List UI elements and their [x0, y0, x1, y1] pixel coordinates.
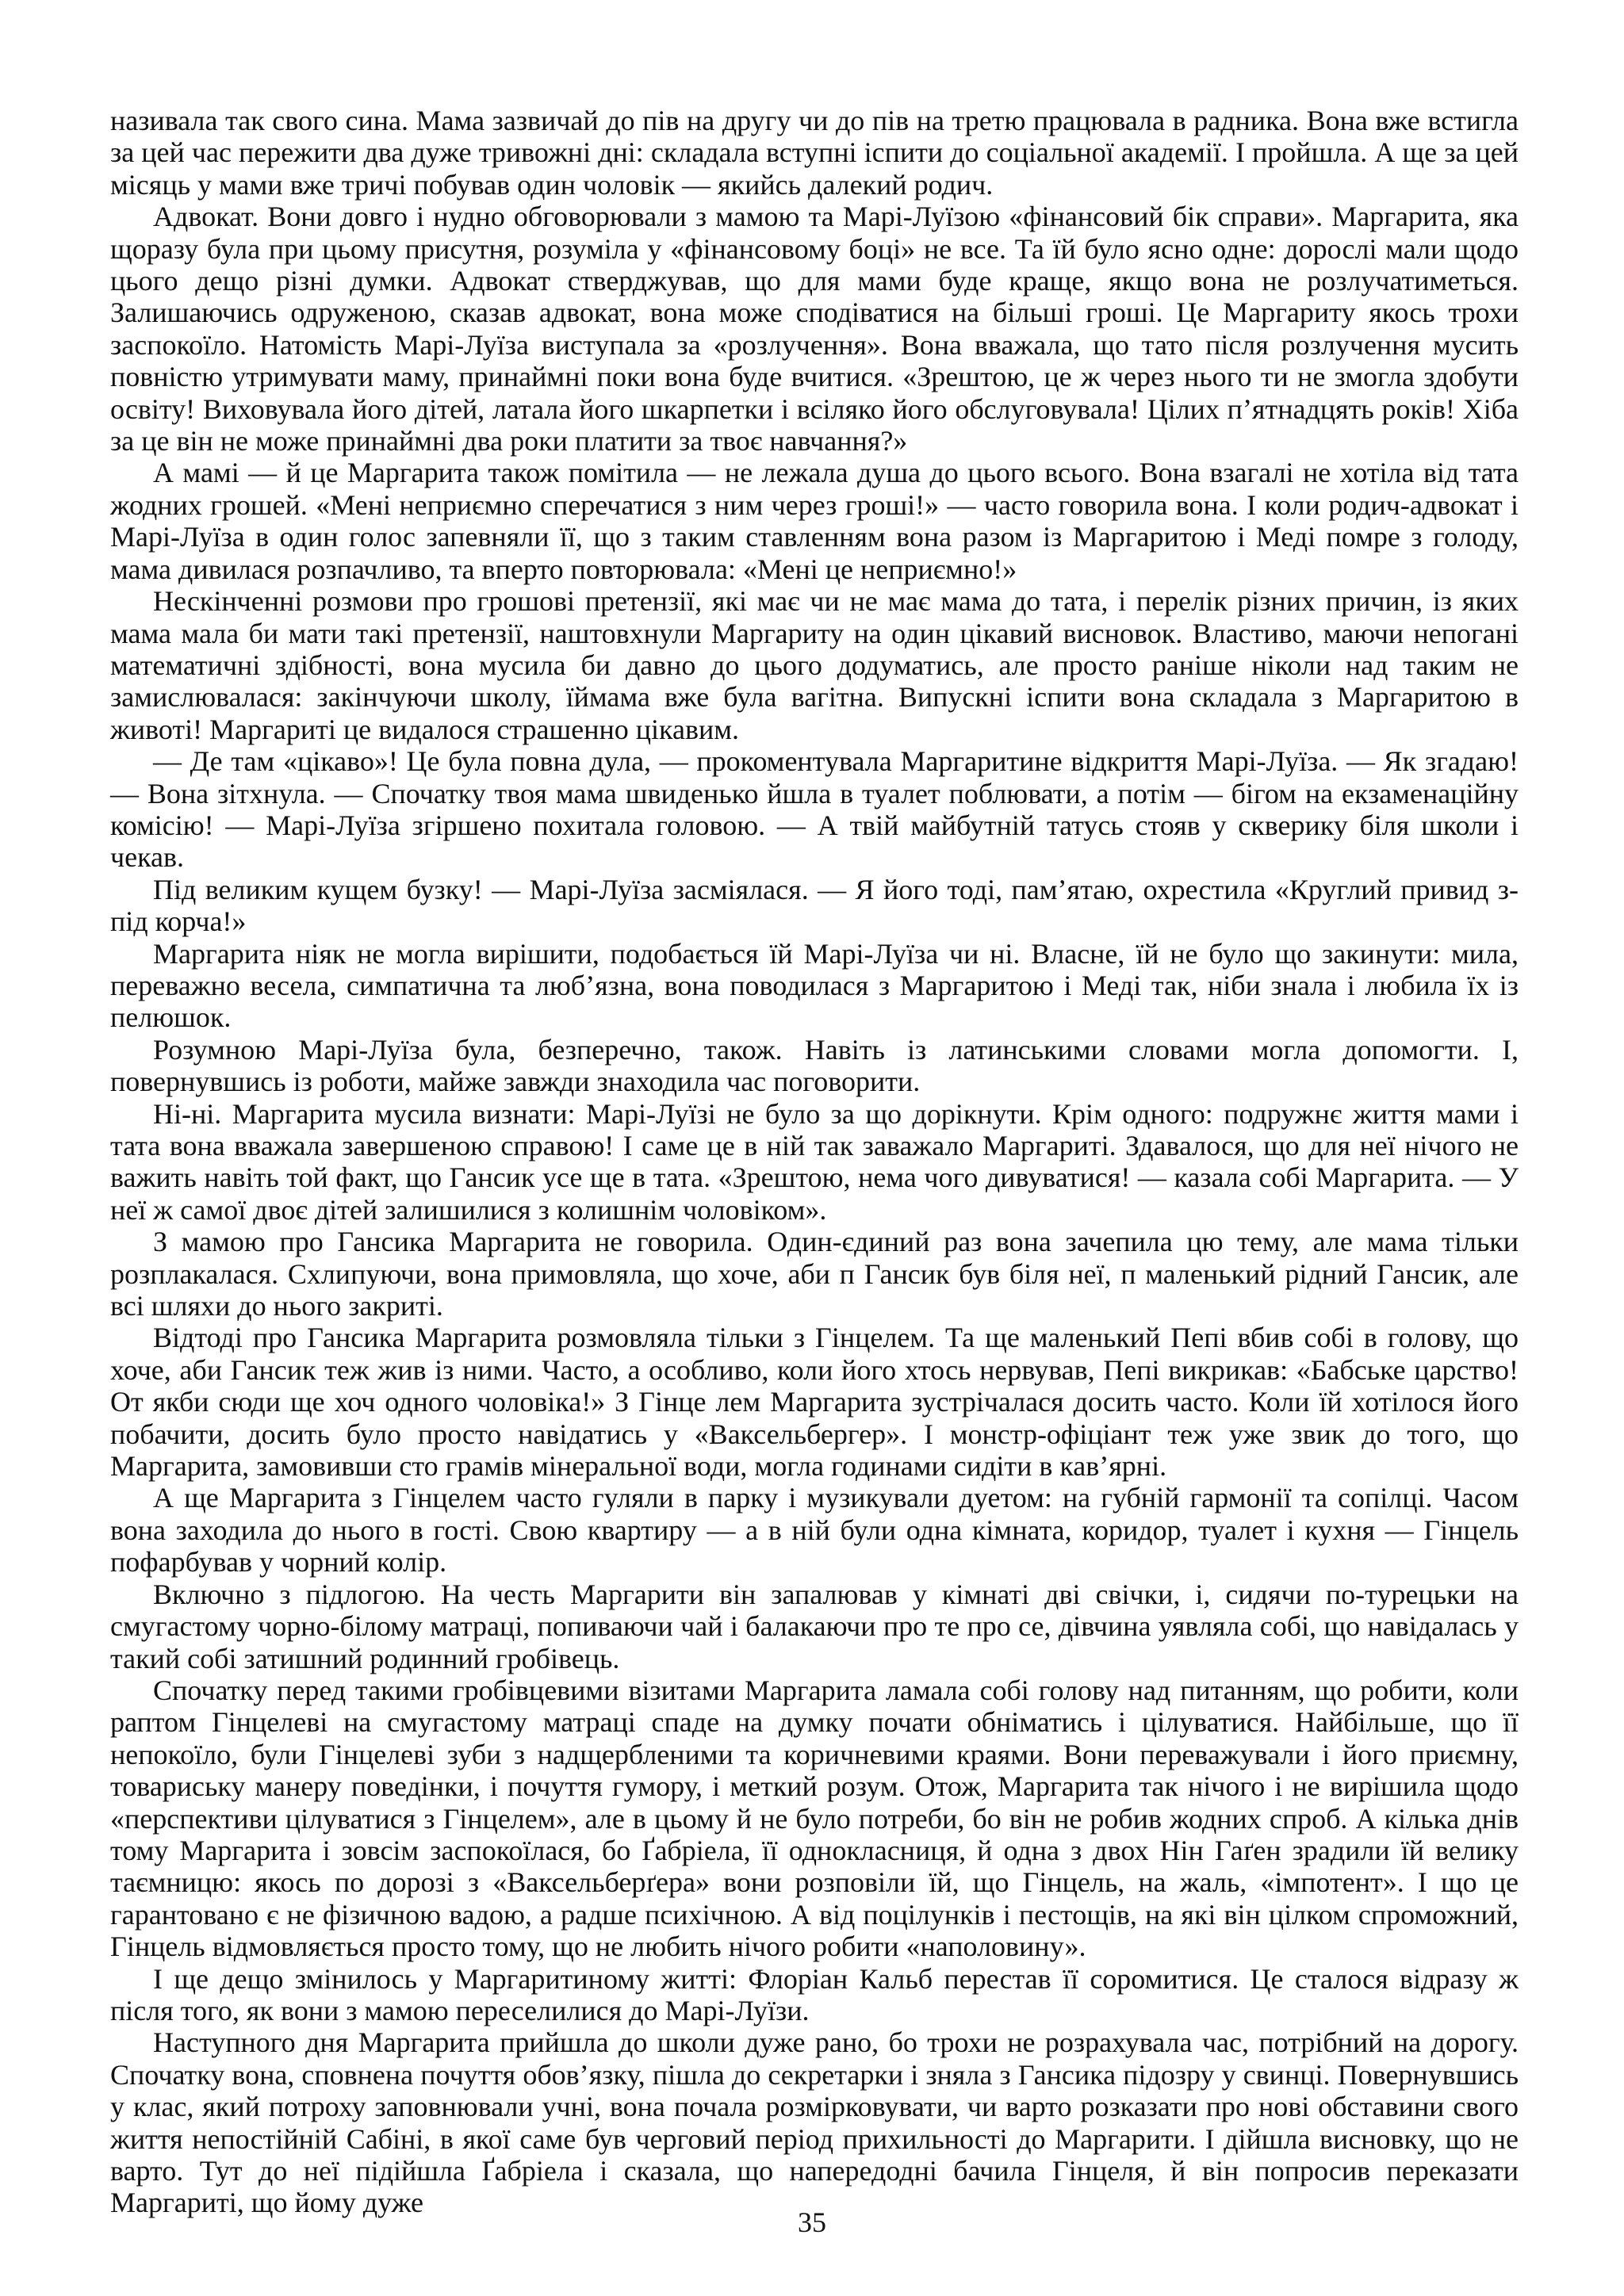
paragraph-11: Відтоді про Гансика Маргарита розмовляла тільки з Гінцелем. Та ще маленький Пепі вбив собі в голову, що хоче, аби Гансик теж жив із ними. Часто, а особливо, коли його хтось нервував, Пепі викрикав: «Бабське царство! От якби сюди ще хоч одного чоловіка!» З Гінце лем Маргарита зустрічалася досить часто. Коли їй хотілося його побачити, досить було просто навідатись у «Ваксельбергер». І монстр-офіціант теж уже звик до того, що Маргарита, замовивши сто грамів мінеральної води, могла годинами сидіти в кав’ярні. — [110, 1322, 1519, 1483]
paragraph-12: А ще Маргарита з Гінцелем часто гуляли в парку і музикували дуетом: на губній гармонії та сопілці. Часом вона заходила до нього в гості. Свою квартиру — а в ній були одна кімната, коридор, туалет і кухня — Гінцель пофарбував у чорний колір. — [110, 1482, 1519, 1578]
paragraph-5: — Де там «цікаво»! Це була повна дула, — прокоментувала Маргаритине відкриття Марі-Луїза. — Як згадаю! — Вона зітхнула. — Спочатку твоя мама швиденько йшла в туалет поблювати, а потім — бігом на екзаменаційну комісію! — Марі-Луїза згіршено похитала головою. — А твій майбутній татусь стояв у скверику біля школи і чекав. — [110, 745, 1519, 874]
paragraph-3: А мамі — й це Маргарита також помітила — не лежала душа до цього всього. Вона взагалі не хотіла від тата жодних грошей. «Мені неприємно сперечатися з ним через гроші!» — часто говорила вона. І коли родич-адвокат і Марі-Луїза в один голос запевняли її, що з таким ставленням вона разом із Маргаритою і Меді помре з голоду, мама дивилася розпачливо, та вперто повторювала: «Мені це неприємно!» — [110, 457, 1519, 585]
paragraph-13: Включно з підлогою. На честь Маргарити він запалював у кімнаті дві свічки, і, сидячи по-турецьки на смугастому чорно-білому матраці, попиваючи чай і балакаючи про те про се, дівчина уявляла собі, що навідалась у такий собі затишний родинний гробівець. — [110, 1578, 1519, 1674]
page-number: 35 — [798, 2206, 826, 2238]
paragraph-16: Наступного дня Маргарита прийшла до школи дуже рано, бо трохи не розрахувала час, потрібний на дорогу. Спочатку вона, сповнена почуття обов’язку, пішла до секретарки і зняла з Гансика підозру у свинці. Повернувшись у клас, який потроху заповнювали учні, вона почала розмірковувати, чи варто розказати про нові обставини свого життя непостійній Сабіні, в якої саме був черговий період прихильності до Маргарити. І дійшла висновку, що не варто. Тут до неї підійшла Ґабріела і сказала, що напередодні бачила Гінцеля, й він попросив переказати Маргариті, що йому дуже — [110, 2026, 1519, 2219]
book-page-text — [110, 105, 1519, 2219]
paragraph-4: Нескінченні розмови про грошові претензії, які має чи не має мама до тата, і перелік різних причин, із яких мама мала би мати такі претензії, наштовхнули Маргариту на один цікавий висновок. Властиво, маючи непогані математичні здібності, вона мусила би давно до цього додуматись, але просто раніше ніколи над таким не замислювалася: закінчуючи школу, їймама вже була вагітна. Випускні іспити вона складала з Маргаритою в животі! Маргариті це видалося страшенно цікавим. — [110, 585, 1519, 745]
paragraph-1: називала так свого сина. Мама зазвичай до пів на другу чи до пів на третю працювала в радника. Вона вже встигла за цей час пережити два дуже тривожні дні: складала вступні іспити до соціальної академії. І пройшла. А ще за цей місяць у мами вже тричі побував один чоловік — якийсь далекий родич. — [110, 105, 1519, 201]
paragraph-9: Ні-ні. Маргарита мусила визнати: Марі-Луїзі не було за що дорікнути. Крім одного: подружнє життя мами і тата вона вважала завершеною справою! І саме це в ній так заважало Маргариті. Здавалося, що для неї нічого не важить навіть той факт, що Гансик усе ще в тата. «Зрештою, нема чого дивуватися! — казала собі Маргарита. — У неї ж самої двоє дітей залишилися з колишнім чоловіком». — [110, 1097, 1519, 1226]
paragraph-15: І ще дещо змінилось у Маргаритиному житті: Флоріан Кальб перестав її соромитися. Це сталося відразу ж після того, як вони з мамою переселилися до Марі-Луїзи. — [110, 1962, 1519, 2026]
paragraph-8: Розумною Марі-Луїза була, безперечно, також. Навіть із латинськими словами могла допомогти. І, повернувшись із роботи, майже завжди знаходила час поговорити. — [110, 1033, 1519, 1098]
paragraph-10: З мамою про Гансика Маргарита не говорила. Один-єдиний раз вона зачепила цю тему, але мама тільки розплакалася. Схлипуючи, вона примовляла, що хоче, аби п Гансик був біля неї, п маленький рідний Гансик, але всі шляхи до нього закриті. — [110, 1226, 1519, 1322]
paragraph-6: Під великим кущем бузку! — Марі-Луїза засміялася. — Я його тоді, пам’ятаю, охрестила «Круглий привид з-під корча!» — [110, 873, 1519, 938]
paragraph-14: Спочатку перед такими гробівцевими візитами Маргарита ламала собі голову над питанням, що робити, коли раптом Гінцелеві на смугастому матраці спаде на думку почати обніматись і цілуватися. Найбільше, що її непокоїло, були Гінцелеві зуби з надщербленими та коричневими краями. Вони переважували і його приємну, товариську манеру поведінки, і почуття гумору, і меткий розум. Отож, Маргарита так нічого і не вирішила щодо «перспективи цілуватися з Гінцелем», але в цьому й не було потреби, бо він не робив жодних спроб. А кілька днів тому Маргарита і зовсім заспокоїлася, бо Ґабріела, її однокласниця, й одна з двох Нін Гаґен зрадили їй велику таємницю: якось по дорозі з «Ваксельберґера» вони розповіли їй, що Гінцель, на жаль, «імпотент». І що це гарантовано є не фізичною вадою, а радше психічною. А від поцілунків і пестощів, на які він цілком спроможний, Гінцель відмовляється просто тому, що не любить нічого робити «наполовину». — [110, 1674, 1519, 1963]
paragraph-7: Маргарита ніяк не могла вирішити, подобається їй Марі-Луїза чи ні. Власне, їй не було що закинути: мила, переважно весела, симпатична та люб’язна, вона поводилася з Маргаритою і Меді так, ніби знала і любила їх із пелюшок. — [110, 937, 1519, 1034]
paragraph-2: Адвокат. Вони довго і нудно обговорювали з мамою та Марі-Луїзою «фінансовий бік справи». Маргарита, яка щоразу була при цьому присутня, розуміла у «фінансовому боці» не все. Та їй було ясно одне: дорослі мали щодо цього дещо різні думки. Адвокат стверджував, що для мами буде краще, якщо вона не розлучатиметься. Залишаючись одруженою, сказав адвокат, вона може сподіватися на більші гроші. Це Маргариту якось трохи заспокоїло. Натомість Марі-Луїза виступала за «розлучення». Вона вважала, що тато після розлучення мусить повністю утримувати маму, принаймні поки вона буде вчитися. «Зрештою, це ж через нього ти не змогла здобути освіту! Виховувала його дітей, латала його шкарпетки і всіляко його обслуговувала! Цілих п’ятнадцять років! Хіба за це він не може принаймні два роки платити за твоє навчання?» — [110, 201, 1519, 457]
